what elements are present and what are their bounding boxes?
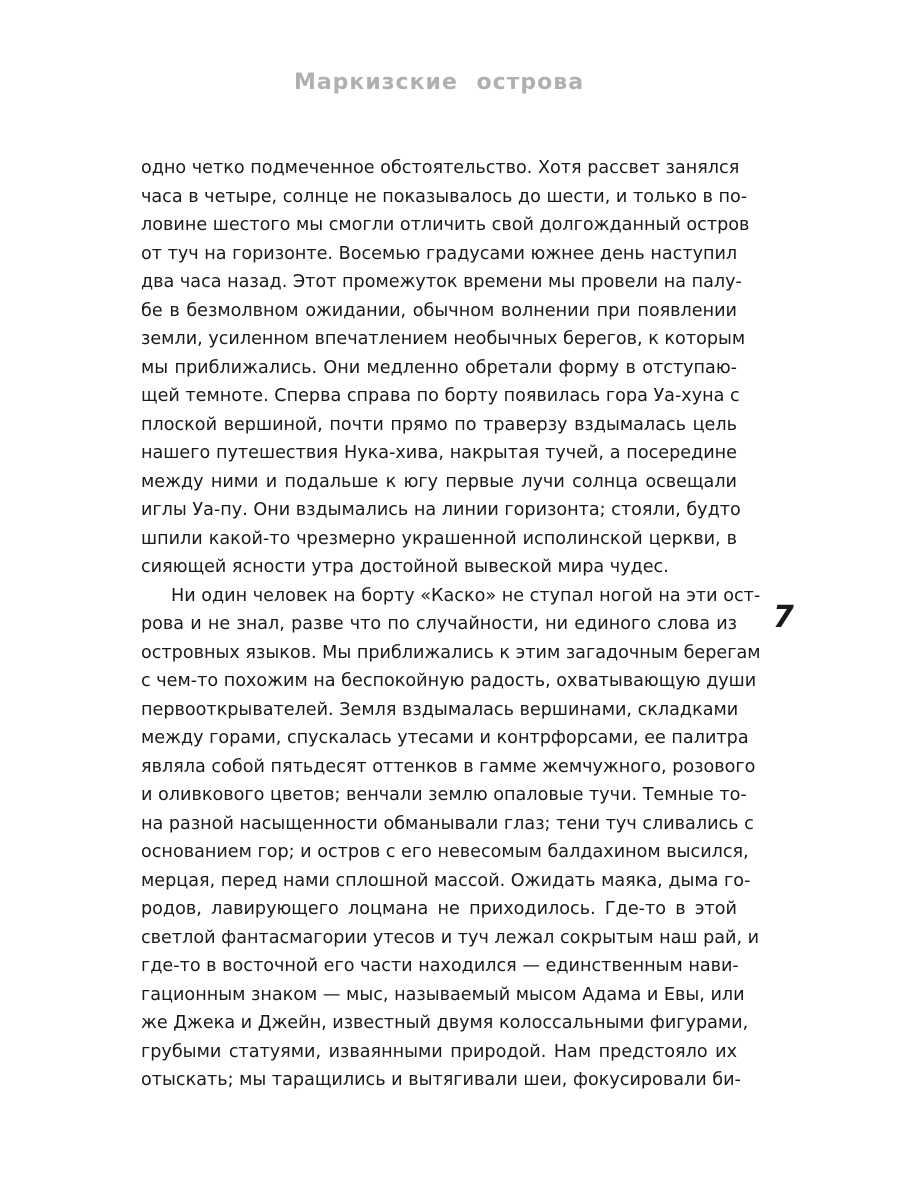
text-line: часа в четыре, солнце не показывалось до шести, и только в по- <box>141 186 748 207</box>
text-line: ловине шестого мы смогли отличить свой долгожданный остров <box>141 215 750 235</box>
paragraph <box>141 154 750 582</box>
text-line: от туч на горизонте. Восемью градусами южнее день наступил <box>141 243 738 264</box>
text-line: между горами, спускалась утесами и контрфорсами, ее палитра <box>141 728 749 748</box>
text-line: сияющей ясности утра достойной вывеской мира чудес. <box>141 557 669 577</box>
text-line: земли, усиленном впечатлением необычных берегов, к которым <box>141 329 746 349</box>
text-line: бе в безмолвном ожидании, обычном волнении при появлении <box>141 300 737 321</box>
running-head: Маркизские острова <box>293 70 585 95</box>
text-line: два часа назад. Этот промежуток времени мы провели на палу- <box>141 272 742 292</box>
text-line: островных языков. Мы приближались к этим загадочным берегам <box>141 642 761 663</box>
paragraph <box>141 582 761 1095</box>
text-line: с чем-то похожим на беспокойную радость, охватывающую души <box>141 671 757 691</box>
text-line: рова и не знал, разве что по случайности, ни единого слова из <box>141 614 737 634</box>
text-line: Ни один человек на борту «Каско» не ступал ногой на эти ост- <box>171 585 761 606</box>
text-line: где-то в восточной его части находился — единственным нави- <box>141 956 739 976</box>
text-line: родов, лавирующего лоцмана не приходилось. Где-то в этой <box>141 899 737 919</box>
text-line: грубыми статуями, изваянными природой. Нам предстояло их <box>141 1041 737 1062</box>
text-line: являла собой пятьдесят оттенков в гамме жемчужного, розового <box>141 756 756 777</box>
text-line: светлой фантасмагории утесов и туч лежал сокрытым наш рай, и <box>141 927 760 948</box>
text-line: и оливкового цветов; венчали землю опаловые тучи. Темные то- <box>141 785 747 805</box>
body-text <box>141 154 761 1095</box>
text-line: гационным знаком — мыс, называемый мысом Адама и Евы, или <box>141 984 745 1005</box>
text-line: мы приближались. Они медленно обретали форму в отступаю- <box>141 357 737 378</box>
text-line: мерцая, перед нами сплошной массой. Ожидать маяка, дыма го- <box>141 870 751 891</box>
text-line: нашего путешествия Нука-хива, накрытая тучей, а посередине <box>141 443 737 463</box>
text-line: шпили какой-то чрезмерно украшенной исполинской церкви, в <box>141 528 737 549</box>
text-line: плоской вершиной, почти прямо по траверзу вздымалась цель <box>141 414 737 435</box>
text-line: первооткрывателей. Земля вздымалась вершинами, складками <box>141 699 739 720</box>
text-line: же Джека и Джейн, известный двумя колоссальными фигурами, <box>141 1013 749 1033</box>
text-line: отыскать; мы таращились и вытягивали шеи, фокусировали би- <box>141 1070 741 1090</box>
text-line: иглы Уа-пу. Они вздымались на линии горизонта; стояли, будто <box>141 500 741 520</box>
text-line: основанием гор; и остров с его невесомым балдахином высился, <box>141 842 749 862</box>
text-line: щей темноте. Сперва справа по борту появилась гора Уа-хуна с <box>141 386 740 406</box>
text-line: между ними и подальше к югу первые лучи солнца освещали <box>141 471 737 492</box>
text-line: на разной насыщенности обманывали глаз; тени туч сливались с <box>141 813 754 834</box>
text-line: одно четко подмеченное обстоятельство. Хотя рассвет занялся <box>141 158 740 178</box>
page-number: 7 <box>773 600 794 635</box>
